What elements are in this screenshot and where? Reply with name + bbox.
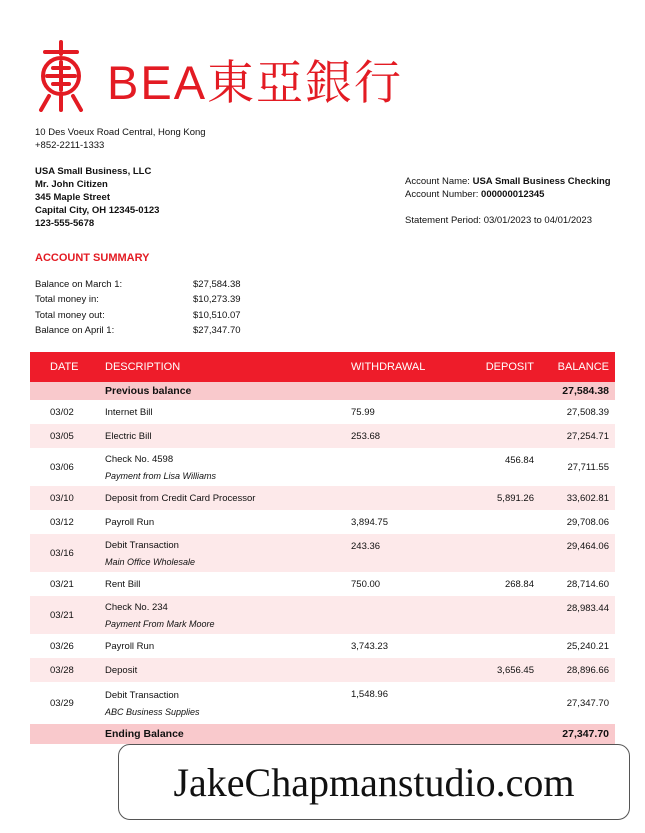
transaction-description-text: Electric Bill	[105, 430, 152, 442]
account-summary	[35, 277, 241, 338]
transaction-description-text: Rent Bill	[105, 578, 141, 590]
transaction-balance: 27,508.39	[566, 406, 609, 418]
transaction-row	[30, 486, 615, 510]
transaction-deposit: 456.84	[504, 455, 534, 466]
table-body	[30, 400, 615, 724]
account-name-label: Account Name:	[405, 176, 470, 187]
statement-period-label: Statement Period:	[405, 215, 482, 226]
transaction-withdrawal: 243.36	[351, 541, 381, 552]
bank-address-line: 10 Des Voeux Road Central, Hong Kong	[35, 127, 206, 138]
transaction-date: 03/21	[50, 609, 74, 621]
header-withdrawal: WITHDRAWAL	[351, 361, 426, 373]
header-balance: BALANCE	[557, 361, 609, 373]
transaction-deposit: 3,656.45	[497, 664, 534, 676]
transaction-row	[30, 534, 615, 572]
transaction-description	[105, 665, 351, 676]
transaction-row	[30, 572, 615, 596]
header-deposit: DEPOSIT	[485, 361, 534, 373]
account-number-row	[405, 188, 611, 201]
transaction-date: 03/06	[50, 461, 74, 473]
transaction-memo: Main Office Wholesale	[105, 556, 196, 567]
previous-balance-value: 27,584.38	[562, 385, 609, 397]
transaction-row	[30, 510, 615, 534]
bea-emblem-icon	[35, 40, 87, 112]
transaction-description-text: Payroll Run	[105, 640, 155, 652]
transaction-date: 03/12	[50, 516, 74, 528]
summary-row	[35, 308, 241, 323]
transaction-date: 03/02	[50, 406, 74, 418]
summary-label: Balance on April 1:	[35, 325, 115, 337]
customer-name: Mr. John Citizen	[35, 179, 108, 190]
transaction-date: 03/05	[50, 430, 74, 442]
summary-row	[35, 292, 241, 307]
table-header	[30, 352, 615, 382]
transaction-date: 03/21	[50, 578, 74, 590]
transaction-balance: 25,240.21	[566, 640, 609, 652]
transaction-description-text: Payroll Run	[105, 516, 155, 528]
transaction-balance: 27,254.71	[566, 430, 609, 442]
previous-balance-row	[30, 382, 615, 400]
transaction-description-text: Deposit from Credit Card Processor	[105, 492, 256, 504]
transaction-description	[105, 579, 351, 590]
customer-phone: 123-555-5678	[35, 218, 95, 229]
account-number-label: Account Number:	[405, 189, 479, 200]
customer-city: Capital City, OH 12345-0123	[35, 205, 160, 216]
transaction-date: 03/10	[50, 492, 74, 504]
transaction-row	[30, 400, 615, 424]
transaction-date: 03/26	[50, 640, 74, 652]
transaction-balance: 29,464.06	[566, 541, 609, 552]
transaction-memo: Payment from Lisa Williams	[105, 470, 216, 481]
customer-company: USA Small Business, LLC	[35, 166, 152, 177]
account-number-value: 000000012345	[481, 189, 545, 200]
account-info	[405, 175, 611, 227]
transaction-date: 03/16	[50, 547, 74, 559]
ending-balance-value: 27,347.70	[562, 728, 609, 740]
transaction-balance: 27,711.55	[567, 461, 609, 473]
transaction-balance: 29,708.06	[566, 516, 609, 528]
transaction-deposit: 268.84	[504, 578, 534, 590]
transaction-deposit: 5,891.26	[497, 492, 534, 504]
statement-period-row	[405, 214, 611, 227]
transaction-memo: Payment From Mark Moore	[105, 618, 215, 629]
transaction-description-text: Check No. 4598	[105, 453, 174, 465]
customer-address-block	[35, 165, 159, 230]
brand-wordmark: BEA東亞銀行	[107, 56, 404, 109]
transaction-withdrawal: 75.99	[351, 406, 375, 418]
transaction-balance: 27,347.70	[566, 697, 609, 709]
transaction-withdrawal: 1,548.96	[351, 689, 388, 700]
transaction-description	[105, 641, 351, 652]
account-name-row	[405, 175, 611, 188]
summary-row	[35, 323, 241, 338]
summary-label: Total money out:	[35, 309, 105, 321]
transaction-description	[105, 493, 351, 504]
transaction-description-text: Deposit	[105, 664, 138, 676]
summary-value: $27,347.70	[193, 325, 241, 337]
ending-balance-row	[30, 724, 615, 744]
summary-label: Balance on March 1:	[35, 279, 123, 291]
ending-balance-label: Ending Balance	[105, 728, 184, 740]
transaction-date: 03/28	[50, 664, 74, 676]
transaction-balance: 28,714.60	[566, 578, 609, 590]
bank-logo	[35, 40, 415, 112]
summary-value: $10,510.07	[193, 309, 241, 321]
transaction-description	[105, 407, 351, 418]
transaction-row	[30, 658, 615, 682]
summary-row	[35, 277, 241, 292]
bank-address	[35, 126, 206, 152]
transaction-row	[30, 448, 615, 486]
bank-phone: +852-2211-1333	[35, 140, 105, 151]
summary-value: $10,273.39	[193, 294, 241, 306]
statement-period-value: 03/01/2023 to 04/01/2023	[483, 215, 592, 226]
watermark: JakeChapmanstudio.com	[118, 744, 630, 820]
summary-label: Total money in:	[35, 294, 99, 306]
transaction-description	[105, 540, 351, 567]
transaction-description	[105, 690, 351, 717]
transaction-row	[30, 424, 615, 448]
transaction-row	[30, 634, 615, 658]
transaction-withdrawal: 253.68	[351, 430, 381, 442]
transaction-description	[105, 517, 351, 528]
previous-balance-label: Previous balance	[105, 385, 192, 397]
transaction-balance: 28,896.66	[566, 664, 609, 676]
account-name-value: USA Small Business Checking	[472, 176, 611, 187]
transaction-description	[105, 454, 351, 481]
header-description: DESCRIPTION	[105, 361, 181, 373]
transaction-description-text: Check No. 234	[105, 601, 168, 613]
transactions-table	[30, 352, 615, 744]
transaction-withdrawal: 750.00	[351, 578, 381, 590]
transaction-balance: 33,602.81	[566, 492, 609, 504]
customer-street: 345 Maple Street	[35, 192, 110, 203]
account-summary-title: ACCOUNT SUMMARY	[35, 252, 150, 264]
transaction-memo: ABC Business Supplies	[105, 706, 200, 717]
transaction-description-text: Debit Transaction	[105, 689, 179, 701]
transaction-date: 03/29	[50, 697, 74, 709]
transaction-withdrawal: 3,894.75	[351, 516, 388, 528]
transaction-withdrawal: 3,743.23	[351, 640, 388, 652]
summary-value: $27,584.38	[193, 279, 241, 291]
transaction-description-text: Internet Bill	[105, 406, 153, 418]
transaction-description	[105, 431, 351, 442]
transaction-balance: 28,983.44	[566, 603, 609, 614]
header-date: DATE	[50, 361, 79, 373]
transaction-description-text: Debit Transaction	[105, 539, 179, 551]
transaction-description	[105, 602, 351, 629]
transaction-row	[30, 682, 615, 724]
transaction-row	[30, 596, 615, 634]
